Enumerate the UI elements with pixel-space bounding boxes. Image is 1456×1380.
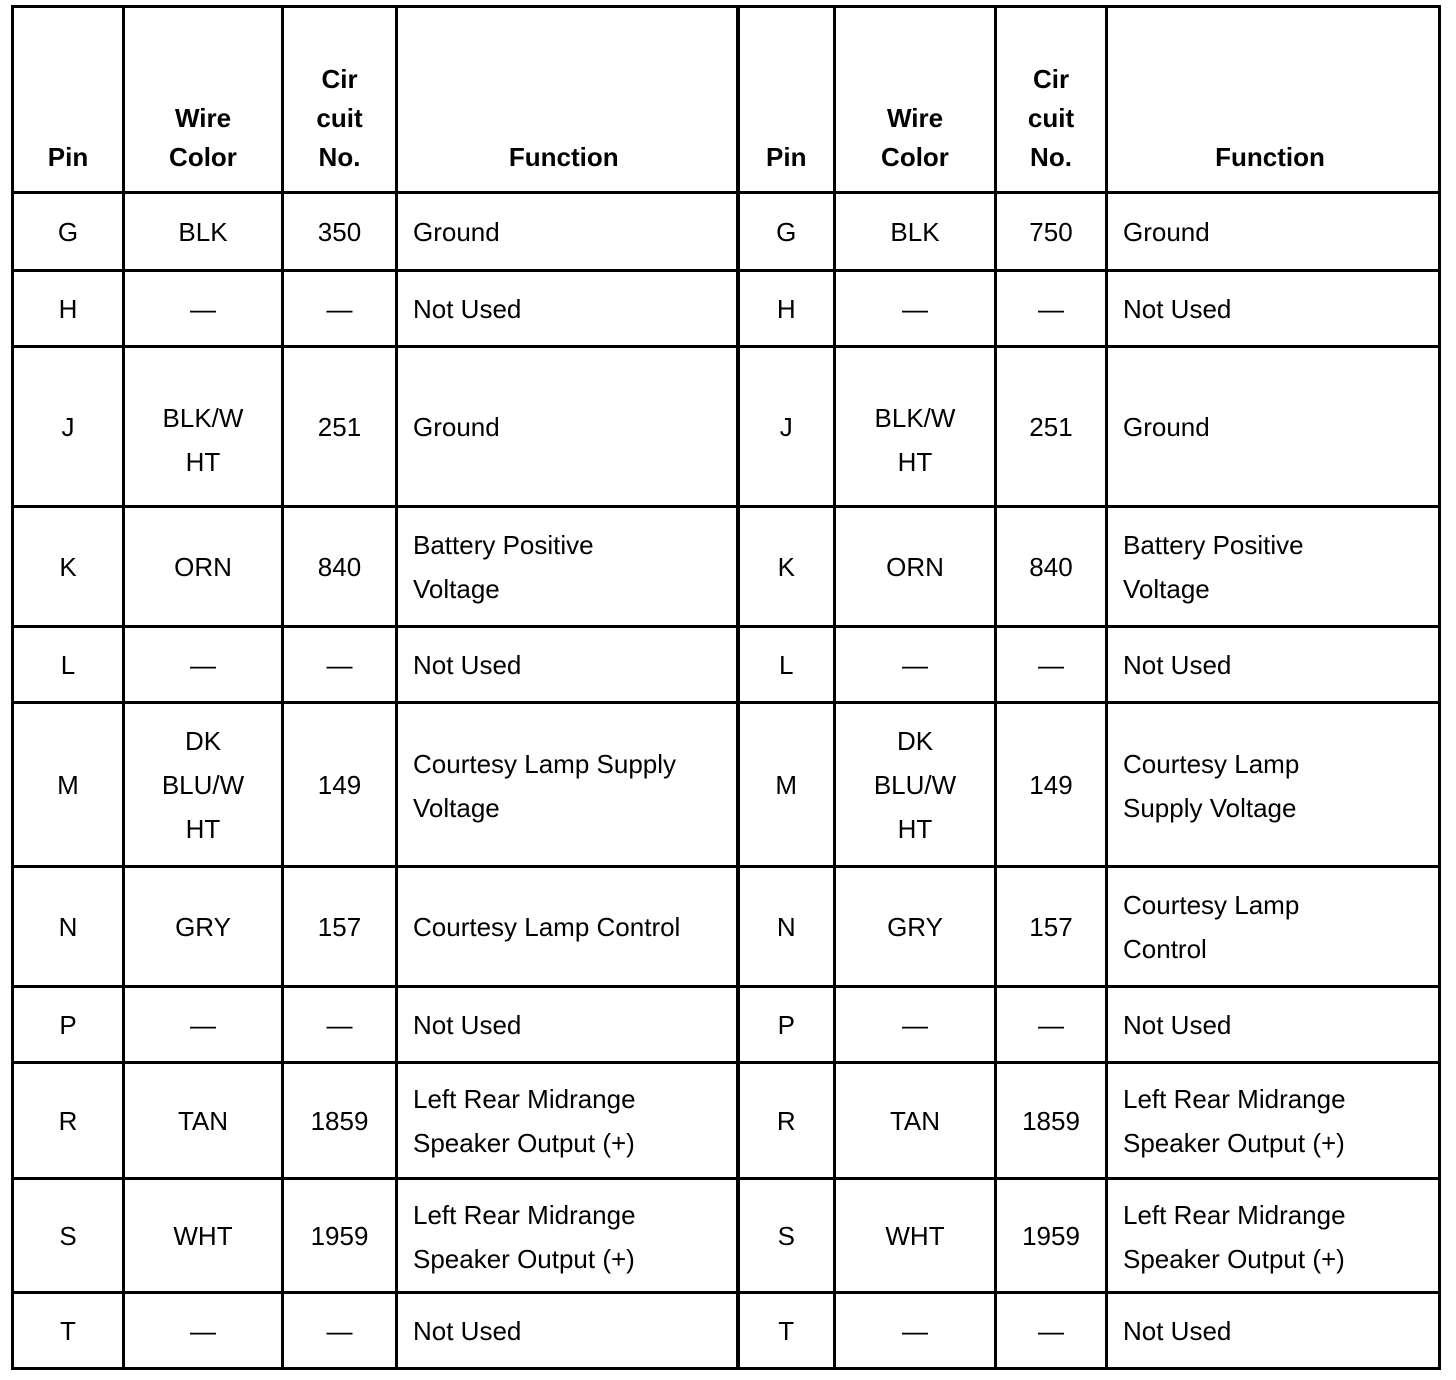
wire-color-cell: — [835, 987, 996, 1063]
function-cell: Courtesy Lamp Supply Voltage [397, 703, 738, 867]
table-row [13, 1293, 1440, 1369]
function-cell: Ground [397, 347, 738, 507]
function-cell: Left Rear Midrange Speaker Output (+) [1107, 1063, 1440, 1179]
table-row [13, 507, 1440, 627]
function-cell: Courtesy Lamp Supply Voltage [1107, 703, 1440, 867]
wire-color-cell: — [124, 627, 283, 703]
wire-color-cell: DK BLU/W HT [835, 703, 996, 867]
function-cell: Ground [1107, 347, 1440, 507]
circuit-cell: 251 [283, 347, 397, 507]
header-function-left: Function [397, 7, 738, 193]
table-row [13, 1063, 1440, 1179]
pin-cell: K [738, 507, 835, 627]
pin-cell: M [738, 703, 835, 867]
pin-cell: L [738, 627, 835, 703]
header-pin-left: Pin [13, 7, 124, 193]
circuit-cell: 1859 [283, 1063, 397, 1179]
wire-color-cell: — [835, 271, 996, 347]
table-row [13, 867, 1440, 987]
circuit-cell: 840 [283, 507, 397, 627]
table-row [13, 1179, 1440, 1293]
pin-cell: R [13, 1063, 124, 1179]
wire-color-cell: — [835, 1293, 996, 1369]
pin-cell: M [13, 703, 124, 867]
circuit-cell: — [283, 627, 397, 703]
circuit-cell: — [283, 271, 397, 347]
circuit-cell: 1959 [996, 1179, 1107, 1293]
connector-pinout-table [11, 5, 1441, 1370]
wire-color-cell: BLK [124, 193, 283, 271]
function-cell: Left Rear Midrange Speaker Output (+) [1107, 1179, 1440, 1293]
circuit-cell: 157 [283, 867, 397, 987]
header-wire-color-left: Wire Color [124, 7, 283, 193]
circuit-cell: — [996, 627, 1107, 703]
function-cell: Not Used [397, 1293, 738, 1369]
pin-cell: N [738, 867, 835, 987]
wire-color-cell: ORN [835, 507, 996, 627]
function-cell: Not Used [397, 271, 738, 347]
circuit-cell: 149 [996, 703, 1107, 867]
pin-cell: J [738, 347, 835, 507]
circuit-cell: 840 [996, 507, 1107, 627]
function-cell: Not Used [1107, 271, 1440, 347]
table-row [13, 627, 1440, 703]
function-cell: Left Rear Midrange Speaker Output (+) [397, 1063, 738, 1179]
circuit-cell: 157 [996, 867, 1107, 987]
table-row [13, 193, 1440, 271]
wire-color-cell: TAN [124, 1063, 283, 1179]
pin-cell: G [738, 193, 835, 271]
circuit-cell: 750 [996, 193, 1107, 271]
wire-color-cell: BLK/W HT [124, 347, 283, 507]
pin-cell: N [13, 867, 124, 987]
wire-color-cell: — [835, 627, 996, 703]
table-row [13, 347, 1440, 507]
circuit-cell: — [996, 1293, 1107, 1369]
circuit-cell: 1859 [996, 1063, 1107, 1179]
connector-pinout-table-wrapper [11, 5, 1441, 1370]
function-cell: Not Used [1107, 627, 1440, 703]
function-cell: Battery Positive Voltage [1107, 507, 1440, 627]
wire-color-cell: — [124, 1293, 283, 1369]
circuit-cell: 251 [996, 347, 1107, 507]
function-cell: Courtesy Lamp Control [397, 867, 738, 987]
function-cell: Not Used [1107, 987, 1440, 1063]
header-function-right: Function [1107, 7, 1440, 193]
circuit-cell: — [996, 987, 1107, 1063]
wire-color-cell: TAN [835, 1063, 996, 1179]
circuit-cell: 1959 [283, 1179, 397, 1293]
pin-cell: T [13, 1293, 124, 1369]
circuit-cell: — [283, 1293, 397, 1369]
wire-color-cell: GRY [835, 867, 996, 987]
function-cell: Left Rear Midrange Speaker Output (+) [397, 1179, 738, 1293]
table-row [13, 703, 1440, 867]
wire-color-cell: — [124, 271, 283, 347]
pin-cell: J [13, 347, 124, 507]
function-cell: Ground [1107, 193, 1440, 271]
function-cell: Not Used [397, 627, 738, 703]
pin-cell: H [13, 271, 124, 347]
wire-color-cell: WHT [835, 1179, 996, 1293]
header-row [13, 7, 1440, 193]
header-pin-right: Pin [738, 7, 835, 193]
pin-cell: P [738, 987, 835, 1063]
header-circuit-left: Cir cuit No. [283, 7, 397, 193]
pin-cell: G [13, 193, 124, 271]
table-row [13, 271, 1440, 347]
header-circuit-right: Cir cuit No. [996, 7, 1107, 193]
wire-color-cell: BLK [835, 193, 996, 271]
table-row [13, 987, 1440, 1063]
circuit-cell: — [996, 271, 1107, 347]
wire-color-cell: — [124, 987, 283, 1063]
circuit-cell: 149 [283, 703, 397, 867]
wire-color-cell: WHT [124, 1179, 283, 1293]
function-cell: Battery Positive Voltage [397, 507, 738, 627]
function-cell: Not Used [1107, 1293, 1440, 1369]
circuit-cell: 350 [283, 193, 397, 271]
pin-cell: K [13, 507, 124, 627]
wire-color-cell: DK BLU/W HT [124, 703, 283, 867]
pin-cell: L [13, 627, 124, 703]
pin-cell: H [738, 271, 835, 347]
function-cell: Not Used [397, 987, 738, 1063]
wire-color-cell: GRY [124, 867, 283, 987]
wire-color-cell: ORN [124, 507, 283, 627]
function-cell: Courtesy Lamp Control [1107, 867, 1440, 987]
pin-cell: P [13, 987, 124, 1063]
circuit-cell: — [283, 987, 397, 1063]
pin-cell: S [13, 1179, 124, 1293]
pin-cell: T [738, 1293, 835, 1369]
pin-cell: S [738, 1179, 835, 1293]
pin-cell: R [738, 1063, 835, 1179]
function-cell: Ground [397, 193, 738, 271]
header-wire-color-right: Wire Color [835, 7, 996, 193]
wire-color-cell: BLK/W HT [835, 347, 996, 507]
